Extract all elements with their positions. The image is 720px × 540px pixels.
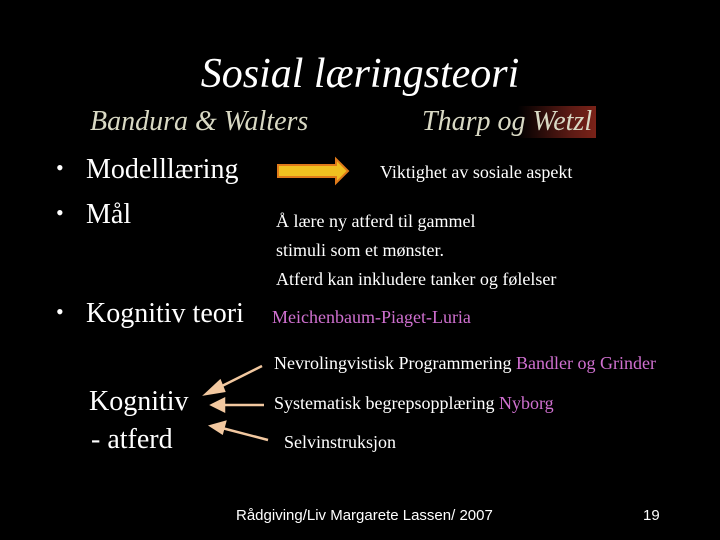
right-arrow-icon xyxy=(278,159,348,183)
left-arrow-icon xyxy=(211,422,268,440)
page-number: 19 xyxy=(643,507,660,524)
bullet-marker: • xyxy=(56,155,64,180)
systematisk-name: Nyborg xyxy=(498,393,554,413)
nlp-text: Nevrolingvistisk Programmering xyxy=(274,353,512,373)
bullet-modellaering xyxy=(56,154,238,186)
bullet-maal xyxy=(56,199,131,231)
subtitle-tharp-wetzl: Tharp og Wetzl xyxy=(422,106,596,138)
bullet-marker: • xyxy=(56,299,64,324)
systematisk-line xyxy=(274,393,554,414)
nlp-line xyxy=(274,353,656,374)
systematisk-text: Systematisk begrepsopplæring xyxy=(274,393,495,413)
kognitiv-theorists: Meichenbaum-Piaget-Luria xyxy=(272,307,471,327)
maal-line: stimuli som et mønster. xyxy=(276,240,445,260)
maal-line: Å lære ny atferd til gammel xyxy=(276,211,476,231)
bullet-label: Kognitiv teori xyxy=(86,298,244,329)
left-arrow-icon xyxy=(206,366,262,394)
maal-line: Atferd kan inkludere tanker og følelser xyxy=(276,269,557,289)
selvinstruksjon-text: Selvinstruksjon xyxy=(284,432,397,452)
bullet-marker: • xyxy=(56,200,64,225)
subtitle-bandura-walters: Bandura & Walters xyxy=(90,106,309,137)
nlp-names: Bandler og Grinder xyxy=(515,353,656,373)
slide-title: Sosial læringsteori xyxy=(200,51,520,97)
bullet-label: Modelllæring xyxy=(86,154,239,185)
bullet-kognitiv-teori xyxy=(56,298,244,330)
kognitiv-atferd-label-line2: - atferd xyxy=(91,424,173,455)
maal-description xyxy=(276,207,616,294)
bullet-label: Mål xyxy=(86,199,132,230)
kognitiv-atferd-label-line1: Kognitiv xyxy=(89,386,189,417)
left-arrow-icon xyxy=(212,399,264,411)
footer-text: Rådgiving/Liv Margarete Lassen/ 2007 xyxy=(236,507,493,524)
viktighet-text: Viktighet av sosiale aspekt xyxy=(380,162,573,182)
